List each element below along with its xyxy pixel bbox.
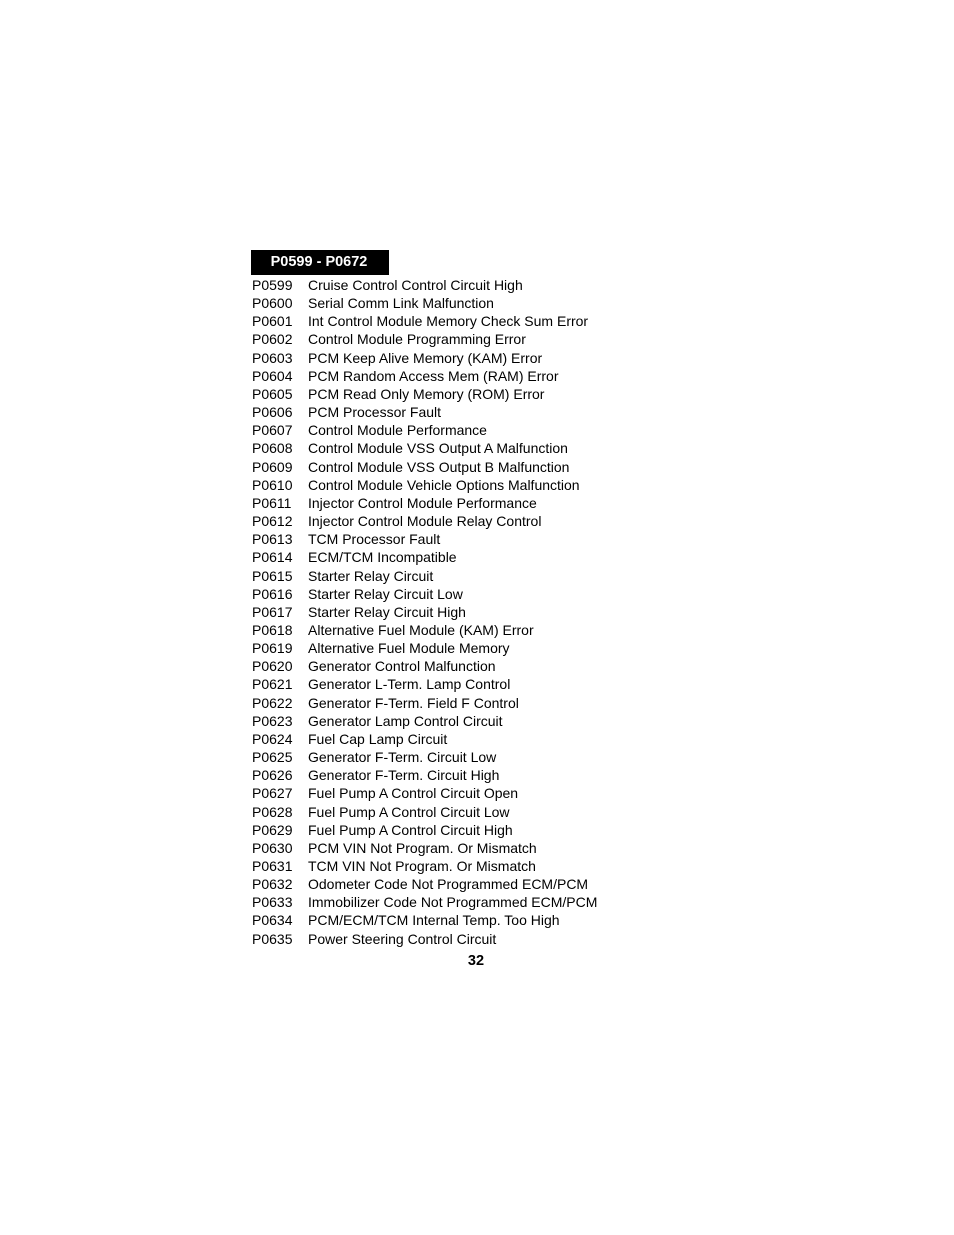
list-item	[252, 421, 597, 439]
list-item	[252, 330, 597, 348]
code-id: P0610	[252, 476, 293, 493]
code-description: Starter Relay Circuit	[308, 567, 434, 584]
list-item	[252, 911, 597, 929]
code-id: P0609	[252, 458, 293, 475]
code-id: P0633	[252, 894, 293, 911]
code-id: P0604	[252, 367, 293, 384]
code-description: Control Module VSS Output B Malfunction	[308, 458, 570, 475]
code-description: Starter Relay Circuit Low	[308, 585, 463, 602]
code-id: P0625	[252, 749, 293, 766]
code-id: P0607	[252, 422, 293, 439]
code-description: TCM Processor Fault	[308, 531, 441, 548]
code-id: P0603	[252, 349, 293, 366]
code-id: P0600	[252, 295, 293, 312]
list-item	[252, 385, 597, 403]
page-number: 32	[467, 953, 485, 969]
code-id: P0632	[252, 876, 293, 893]
code-id: P0624	[252, 730, 293, 747]
code-description: Generator L-Term. Lamp Control	[308, 676, 511, 693]
code-id: P0630	[252, 839, 293, 856]
code-description: Serial Comm Link Malfunction	[308, 295, 494, 312]
code-id: P0605	[252, 385, 293, 402]
list-item	[252, 312, 597, 330]
code-id: P0631	[252, 858, 293, 874]
code-description: Fuel Pump A Control Circuit High	[308, 821, 513, 838]
code-description: Starter Relay Circuit High	[308, 603, 466, 620]
code-description: Generator F-Term. Field F Control	[308, 694, 519, 711]
list-item	[252, 476, 597, 494]
code-id: P0628	[252, 803, 293, 820]
code-id: P0614	[252, 549, 293, 566]
list-item	[252, 639, 597, 657]
code-id: P0599	[252, 277, 293, 293]
list-item	[252, 730, 597, 748]
code-description: Immobilizer Code Not Programmed ECM/PCM	[308, 894, 598, 911]
code-description: Control Module Vehicle Options Malfunction	[308, 476, 580, 493]
list-item	[252, 621, 597, 639]
code-description: Fuel Pump A Control Circuit Low	[308, 803, 510, 820]
code-id: P0601	[252, 313, 293, 330]
code-description: Alternative Fuel Module (KAM) Error	[308, 621, 534, 638]
code-description: PCM Random Access Mem (RAM) Error	[308, 367, 559, 384]
code-description: ECM/TCM Incompatible	[308, 549, 457, 566]
list-item	[252, 893, 597, 911]
code-id: P0617	[252, 603, 293, 620]
list-item	[252, 567, 597, 585]
code-description: Cruise Control Control Circuit High	[308, 277, 523, 293]
code-description: Alternative Fuel Module Memory	[308, 640, 510, 657]
list-item	[252, 585, 597, 603]
code-id: P0612	[252, 513, 293, 530]
code-description: Control Module VSS Output A Malfunction	[308, 440, 568, 457]
code-id: P0618	[252, 621, 293, 638]
list-item	[252, 875, 597, 893]
code-description: Power Steering Control Circuit	[308, 930, 497, 947]
list-item	[252, 766, 597, 784]
code-description: Odometer Code Not Programmed ECM/PCM	[308, 876, 589, 893]
code-description: Control Module Performance	[308, 422, 487, 439]
code-description: PCM/ECM/TCM Internal Temp. Too High	[308, 912, 560, 929]
code-description: TCM VIN Not Program. Or Mismatch	[308, 858, 536, 874]
list-item	[252, 712, 597, 730]
code-description: Generator F-Term. Circuit High	[308, 767, 500, 784]
list-item	[252, 458, 597, 476]
code-description: Injector Control Module Performance	[308, 494, 537, 511]
code-description: PCM Keep Alive Memory (KAM) Error	[308, 349, 543, 366]
list-item	[252, 494, 597, 512]
code-id: P0620	[252, 658, 293, 675]
code-description: Control Module Programming Error	[308, 331, 526, 348]
list-item	[252, 294, 597, 312]
code-description: PCM Read Only Memory (ROM) Error	[308, 385, 545, 402]
code-id: P0608	[252, 440, 293, 457]
code-id: P0629	[252, 821, 293, 838]
list-item	[252, 349, 597, 367]
list-item	[252, 276, 597, 294]
code-description: Fuel Cap Lamp Circuit	[308, 730, 448, 747]
list-item	[252, 367, 597, 385]
code-description: Int Control Module Memory Check Sum Error	[308, 313, 589, 330]
list-item	[252, 694, 597, 712]
code-id: P0635	[252, 930, 293, 947]
section-header-badge: P0599 - P0672	[251, 250, 389, 275]
code-description: Generator Lamp Control Circuit	[308, 712, 503, 729]
list-item	[252, 803, 597, 821]
list-item	[252, 512, 597, 530]
code-id: P0619	[252, 640, 293, 657]
code-id: P0613	[252, 531, 293, 548]
code-id: P0627	[252, 785, 293, 802]
list-item	[252, 784, 597, 802]
list-item	[252, 603, 597, 621]
list-item	[252, 403, 597, 421]
code-id: P0602	[252, 331, 293, 348]
code-id: P0616	[252, 585, 293, 602]
list-item	[252, 439, 597, 457]
code-id: P0606	[252, 404, 293, 421]
code-description: Generator Control Malfunction	[308, 658, 496, 675]
code-id: P0626	[252, 767, 293, 784]
list-item	[252, 657, 597, 675]
code-description: Fuel Pump A Control Circuit Open	[308, 785, 519, 802]
list-item	[252, 821, 597, 839]
code-id: P0622	[252, 694, 293, 711]
code-id: P0621	[252, 676, 293, 693]
list-item	[252, 748, 597, 766]
list-item	[252, 839, 597, 857]
code-description: PCM VIN Not Program. Or Mismatch	[308, 839, 537, 856]
list-item	[252, 930, 597, 948]
code-list	[252, 276, 597, 948]
list-item	[252, 548, 597, 566]
code-description: Injector Control Module Relay Control	[308, 513, 542, 530]
code-id: P0623	[252, 712, 293, 729]
code-description: PCM Processor Fault	[308, 404, 442, 421]
list-item	[252, 675, 597, 693]
list-item	[252, 857, 597, 875]
code-id: P0611	[252, 494, 292, 511]
code-id: P0615	[252, 567, 293, 584]
code-description: Generator F-Term. Circuit Low	[308, 749, 497, 766]
list-item	[252, 530, 597, 548]
code-id: P0634	[252, 912, 293, 929]
